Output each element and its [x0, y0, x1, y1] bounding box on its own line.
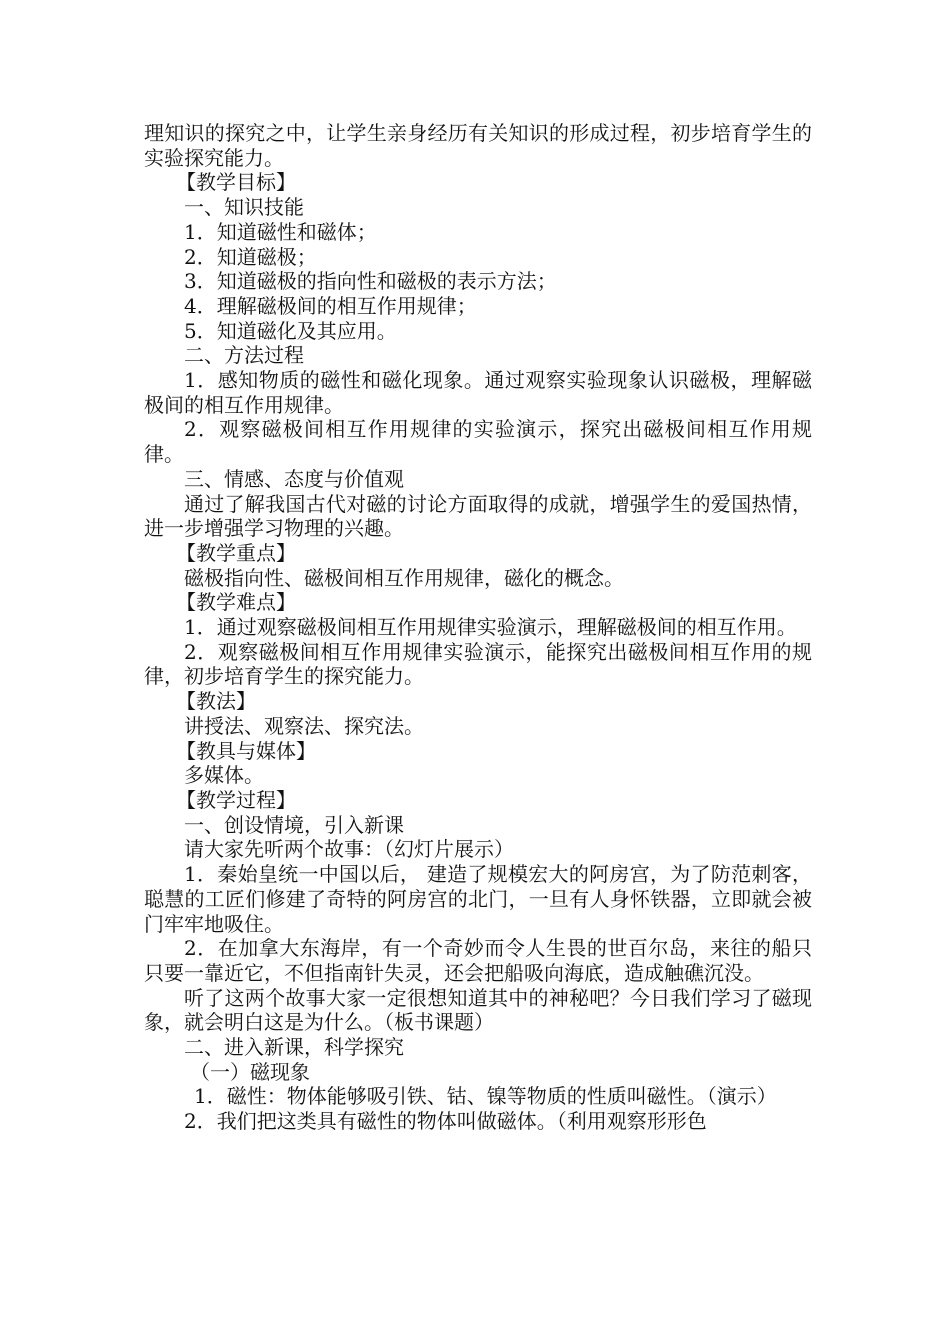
paragraph: 【教法】 [176, 689, 256, 714]
paragraph: 一、创设情境，引入新课 [184, 812, 404, 837]
paragraph: 5．知道磁化及其应用。 [184, 318, 397, 343]
paragraph: 1．秦始皇统一中国以后， 建造了规模宏大的阿房宫，为了防范刺客，聪慧的工匠们修建了奇特的阿房宫的北门，一旦有人身怀铁器，立即就会被门牢牢地吸住。 [144, 862, 812, 936]
paragraph: 三、情感、态度与价值观 [184, 466, 404, 491]
paragraph: 【教学难点】 [176, 590, 296, 615]
paragraph: 二、方法过程 [184, 343, 304, 368]
paragraph: 二、进入新课，科学探究 [184, 1035, 404, 1060]
paragraph: 4．理解磁极间的相互作用规律； [184, 293, 477, 318]
paragraph: 1．感知物质的磁性和磁化现象。通过观察实验现象认识磁极，理解磁极间的相互作用规律。 [144, 368, 812, 417]
paragraph: 【教学过程】 [176, 787, 296, 812]
document-body [144, 121, 812, 1134]
paragraph: 磁极指向性、磁极间相互作用规律，磁化的概念。 [184, 565, 624, 590]
paragraph: 请大家先听两个故事：（幻灯片展示） [184, 837, 514, 862]
paragraph: 1．磁性：物体能够吸引铁、钴、镍等物质的性质叫磁性。（演示） [194, 1084, 777, 1109]
paragraph: 【教学重点】 [176, 540, 296, 565]
paragraph: 2．我们把这类具有磁性的物体叫做磁体。（利用观察形形色 [184, 1109, 707, 1134]
paragraph: 理知识的探究之中，让学生亲身经历有关知识的形成过程，初步培育学生的实验探究能力。 [144, 121, 812, 170]
paragraph: 多媒体。 [184, 763, 264, 788]
paragraph: 通过了解我国古代对磁的讨论方面取得的成就，增强学生的爱国热情，进一步增强学习物理的兴趣。 [144, 491, 812, 541]
paragraph: （一）磁现象 [190, 1059, 310, 1084]
paragraph: 3．知道磁极的指向性和磁极的表示方法； [184, 269, 557, 294]
paragraph: 1．知道磁性和磁体； [184, 219, 377, 244]
paragraph: 听了这两个故事大家一定很想知道其中的神秘吧？今日我们学习了磁现象，就会明白这是为什么。（板书课题） [144, 985, 812, 1035]
paragraph: 2．观察磁极间相互作用规律的实验演示，探究出磁极间相互作用规律。 [144, 417, 812, 467]
paragraph: 2．知道磁极； [184, 244, 317, 269]
paragraph: 2．在加拿大东海岸，有一个奇妙而令人生畏的世百尔岛，来往的船只只要一靠近它，不但指南针失灵，还会把船吸向海底，造成触礁沉没。 [144, 936, 812, 985]
paragraph: 2．观察磁极间相互作用规律实验演示，能探究出磁极间相互作用的规律，初步培育学生的探究能力。 [144, 639, 812, 689]
paragraph: 讲授法、观察法、探究法。 [184, 713, 424, 738]
paragraph: 【教具与媒体】 [176, 738, 316, 763]
paragraph: 1．通过观察磁极间相互作用规律实验演示，理解磁极间的相互作用。 [184, 615, 797, 640]
paragraph: 一、知识技能 [184, 195, 304, 220]
paragraph: 【教学目标】 [176, 170, 296, 195]
